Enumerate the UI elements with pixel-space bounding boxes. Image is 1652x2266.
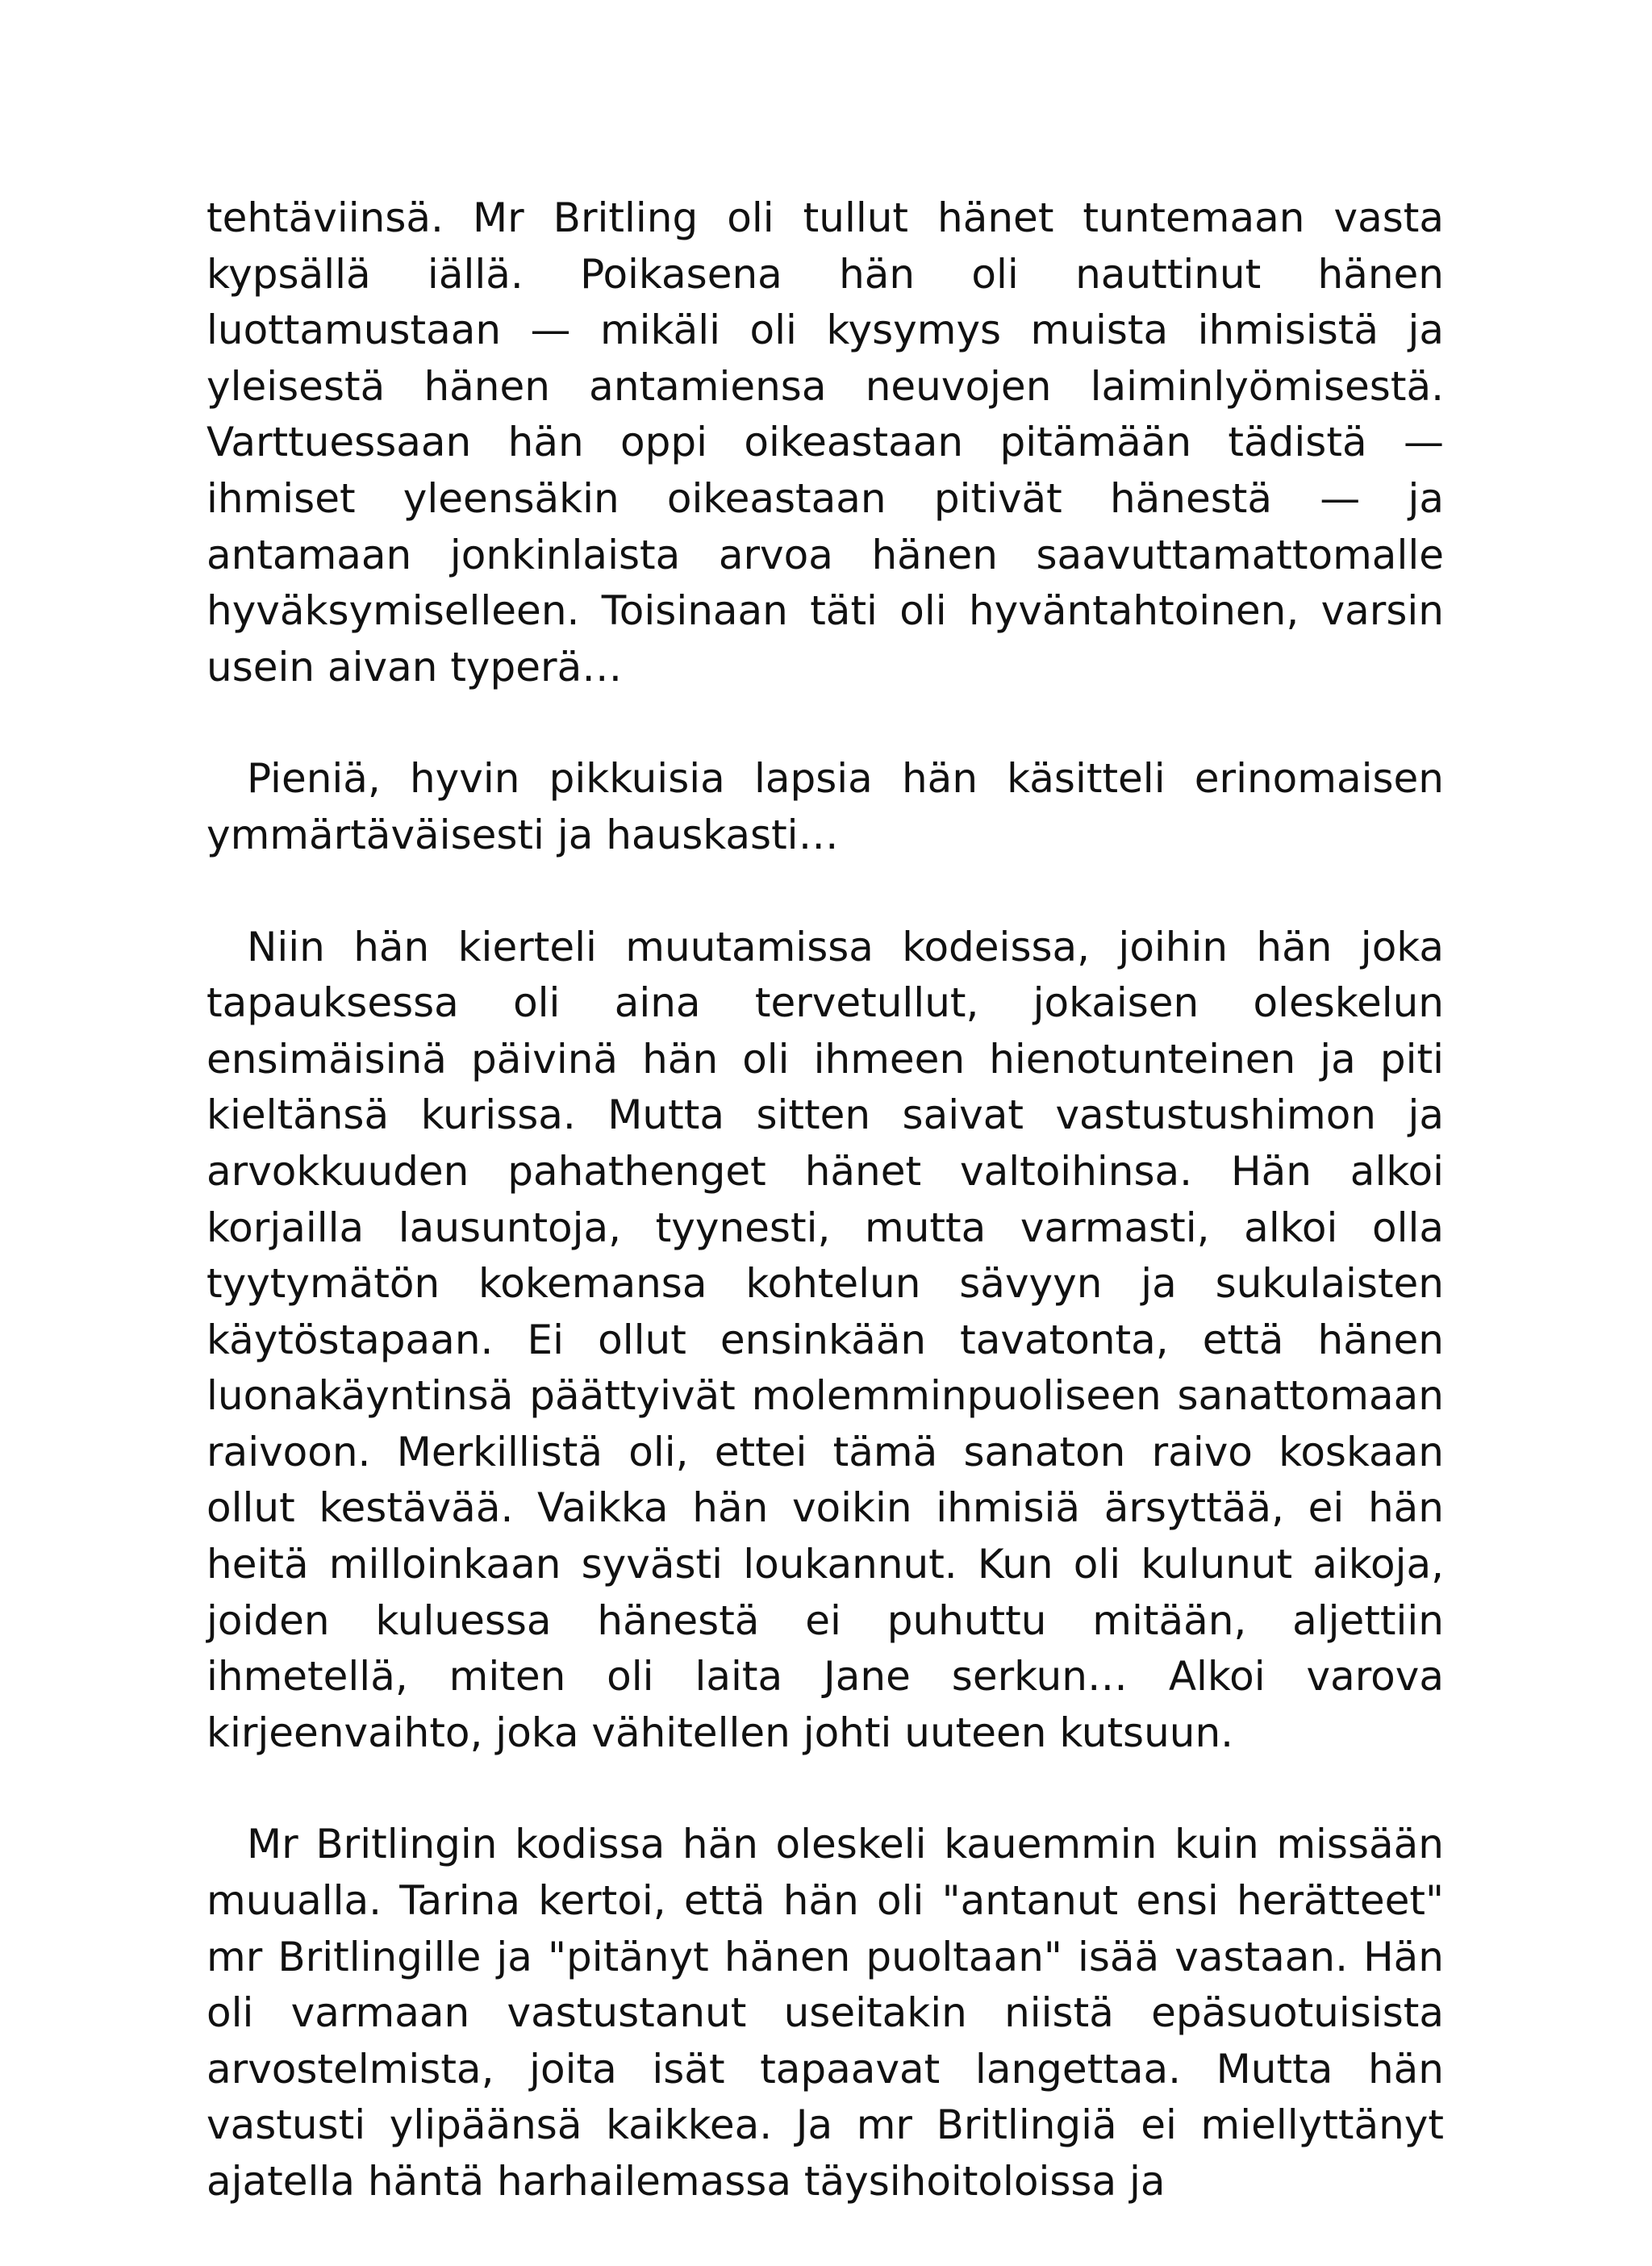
paragraph-3: Niin hän kierteli muutamissa kodeissa, joihin hän joka tapauksessa oli aina tervetullut, jokaisen oleskelun ensimäisinä päivinä hän oli ihmeen hienotunteinen ja piti kieltänsä kurissa. Mutta sitten saivat vastustushimon ja arvokkuuden pahathenget hänet valtoihinsa. Hän alkoi korjailla lausuntoja, tyynesti, mutta varmasti, alkoi olla tyytymätön kokemansa kohtelun sävyyn ja sukulaisten käytöstapaan. Ei ollut ensinkään tavatonta, että hänen luonakäyntinsä päättyivät molemminpuoliseen sanattomaan raivoon. Merkillistä oli, ettei tämä sanaton raivo koskaan ollut kestävää. Vaikka hän voikin ihmisiä ärsyttää, ei hän heitä milloinkaan syvästi loukannut. Kun oli kulunut aikoja, joiden kuluessa hänestä ei puhuttu mitään, aljettiin ihmetellä, miten oli laita Jane serkun… Alkoi varova kirjeenvaihto, joka vähitellen johti uuteen kutsuun. — [206, 923, 1444, 1756]
document-page — [206, 190, 1444, 2266]
paragraph-1: tehtäviinsä. Mr Britling oli tullut hänet tuntemaan vasta kypsällä iällä. Poikasena hän oli nauttinut hänen luottamustaan — mikäli oli kysymys muista ihmisistä ja yleisestä hänen antamiensa neuvojen laiminlyömisestä. Varttuessaan hän oppi oikeastaan pitämään tädistä — ihmiset yleensäkin oikeastaan pitivät hänestä — ja antamaan jonkinlaista arvoa hänen saavuttamattomalle hyväksymiselleen. Toisinaan täti oli hyväntahtoinen, varsin usein aivan typerä… — [206, 194, 1444, 691]
paragraph-2: Pieniä, hyvin pikkuisia lapsia hän käsitteli erinomaisen ymmärtäväisesti ja hauskasti… — [206, 755, 1444, 858]
paragraph-4: Mr Britlingin kodissa hän oleskeli kauemmin kuin missään muualla. Tarina kertoi, että hän oli "antanut ensi herätteet" mr Britlingille ja "pitänyt hänen puoltaan" isää vastaan. Hän oli varmaan vastustanut useitakin niistä epäsuotuisista arvostelmista, joita isät tapaavat langettaa. Mutta hän vastusti ylipäänsä kaikkea. Ja mr Britlingiä ei miellyttänyt ajatella häntä harhailemassa täysihoitoloissa ja — [206, 1821, 1444, 2205]
